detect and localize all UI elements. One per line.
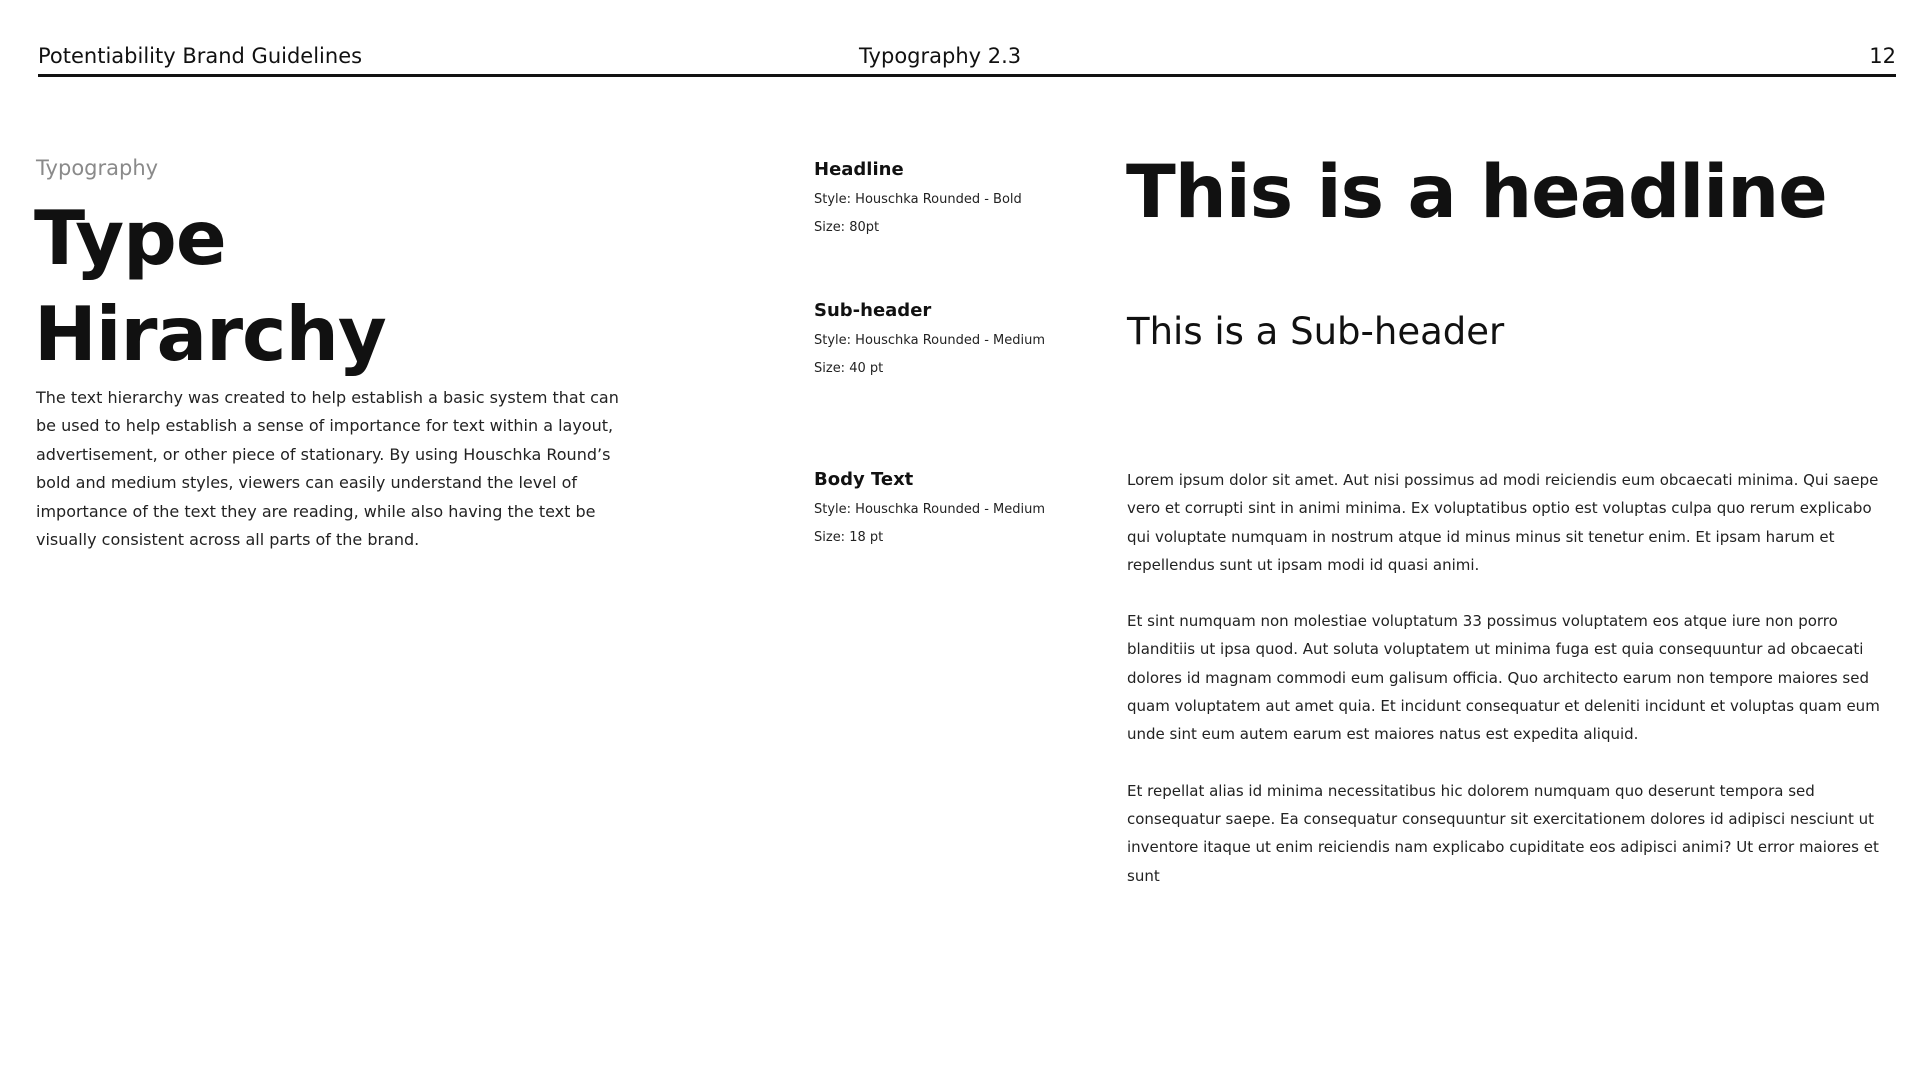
subheader-spec-size: Size: 40 pt — [814, 361, 884, 376]
headline-sample: This is a headline — [1126, 150, 1827, 235]
subheader-sample: This is a Sub-header — [1127, 310, 1505, 353]
body-text-spec-size: Size: 18 pt — [814, 530, 884, 545]
body-text-spec — [814, 468, 1114, 547]
body-text-spec-style: Style: Houschka Rounded - Medium — [814, 502, 1046, 517]
section-kicker: Typography — [36, 156, 159, 180]
page-title — [34, 190, 754, 382]
page-number: 12 — [1869, 44, 1896, 68]
page-title-line-2: Hirarchy — [34, 290, 386, 378]
section-title: Typography 2.3 — [859, 44, 1022, 68]
subheader-spec-style: Style: Houschka Rounded - Medium — [814, 333, 1046, 348]
headline-spec-size: Size: 80pt — [814, 220, 880, 235]
intro-paragraph: The text hierarchy was created to help establish a basic system that can be used to help establish a sense of importance for text within a layout, advertisement, or other piece of stationary. By using Houschka Round’s bold and medium styles, viewers can easily understand the level of importance of the text they are reading, while also having the text be visually consistent across all parts of the brand. — [36, 388, 619, 550]
header-divider — [38, 74, 1896, 77]
body-paragraph-3: Et repellat alias id minima necessitatibus hic dolorem numquam quo deserunt tempora sed consequatur saepe. Ea consequatur consequuntur sit exercitationem dolores id adipisci nesciunt ut inventore itaque ut enim reiciendis nam explicabo cupiditate eos adipisci animi? Ut error maiores et sunt — [1127, 781, 1879, 885]
brand-title: Potentiability Brand Guidelines — [38, 44, 363, 68]
page-title-line-1: Type — [34, 194, 226, 282]
headline-spec — [814, 158, 1114, 237]
subheader-spec-name: Sub-header — [814, 300, 932, 321]
body-paragraph-2: Et sint numquam non molestiae voluptatum 33 possimus voluptatem eos atque iure non porro blanditiis ut ipsa quod. Aut soluta voluptatem ut minima fuga est quia consequuntur ad obcaecati dolores id magnam commodi eum galisum officia. Quo architecto earum non tempore maiores sed quam voluptatem aut amet quia. Et incidunt consequatur et deleniti incidunt et voluptas quam eum unde sint eum autem earum est maiores natus est expedita aliquid. — [1127, 612, 1880, 744]
headline-spec-style: Style: Houschka Rounded - Bold — [814, 192, 1022, 207]
headline-spec-name: Headline — [814, 159, 904, 180]
body-paragraph-1: Lorem ipsum dolor sit amet. Aut nisi possimus ad modi reiciendis eum obcaecati minima. Qui saepe vero et corrupti sint in animi minima. Ex voluptatibus optio est voluptas culpa quo rerum explicabo qui voluptate numquam in nostrum atque id minus minus sit tenetur enim. Et ipsam harum et repellendus sunt ut ipsam modi id quasi animi. — [1127, 471, 1879, 574]
body-text-spec-name: Body Text — [814, 469, 914, 490]
body-text-sample — [1127, 466, 1897, 918]
subheader-spec — [814, 299, 1114, 378]
